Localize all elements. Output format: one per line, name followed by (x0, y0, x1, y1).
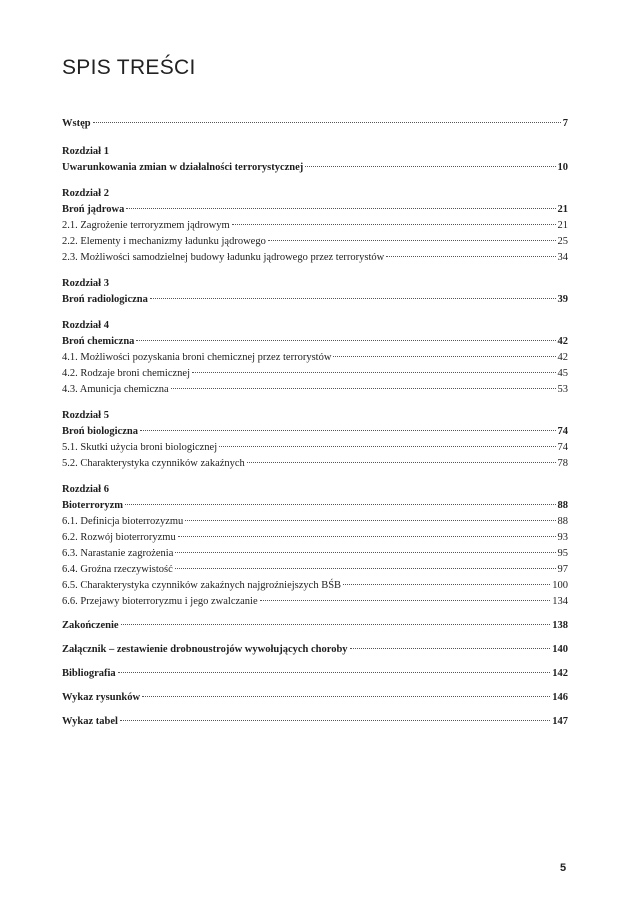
toc-subentry-6-2[interactable] (62, 530, 568, 546)
toc-entry-page: 138 (552, 620, 568, 631)
dot-leader (260, 600, 551, 601)
dot-leader (219, 446, 555, 447)
toc-entry-label: 2.2. Elementy i mechanizmy ładunku jądrowego (62, 236, 266, 247)
toc-subentry-5-2[interactable] (62, 456, 568, 472)
toc-entry-label: Uwarunkowania zmian w działalności terrorystycznej (62, 162, 304, 173)
toc-entry-label: Broń radiologiczna (62, 294, 148, 305)
toc-entry-label: 2.1. Zagrożenie terroryzmem jądrowym (62, 220, 230, 231)
toc-entry-page: 74 (557, 442, 568, 453)
toc-subentry-6-1[interactable] (62, 514, 568, 530)
toc-entry-label: Broń biologiczna (62, 426, 138, 437)
toc-entry-label: 2.3. Możliwości samodzielnej budowy ładunku jądrowego przez terrorystów (62, 252, 385, 263)
toc-subentry-6-4[interactable] (62, 562, 568, 578)
toc-entry-page: 25 (557, 236, 568, 247)
toc-entry-ch6[interactable] (62, 498, 568, 514)
toc-subentry-6-5[interactable] (62, 578, 568, 594)
dot-leader (140, 430, 556, 431)
dot-leader (185, 520, 555, 521)
chapter-heading-3: Rozdział 3 (62, 278, 109, 289)
dot-leader (150, 298, 556, 299)
toc-entry-page: 21 (557, 204, 568, 215)
toc-entry-wykaz-rysunkow[interactable] (62, 690, 568, 706)
toc-entry-label: Broń jądrowa (62, 204, 125, 215)
toc-entry-label: 4.2. Rodzaje broni chemicznej (62, 368, 190, 379)
dot-leader (93, 122, 561, 123)
toc-entry-bibliografia[interactable] (62, 666, 568, 682)
toc-entry-page: 100 (552, 580, 568, 591)
dot-leader (178, 536, 556, 537)
toc-entry-page: 7 (562, 118, 568, 129)
toc-entry-page: 142 (552, 668, 568, 679)
chapter-heading-6: Rozdział 6 (62, 484, 109, 495)
dot-leader (333, 356, 555, 357)
toc-entry-label: 6.4. Groźna rzeczywistość (62, 564, 173, 575)
toc-entry-label: 5.1. Skutki użycia broni biologicznej (62, 442, 218, 453)
toc-entry-page: 95 (557, 548, 568, 559)
toc-entry-page: 74 (557, 426, 568, 437)
toc-entry-label: Wykaz tabel (62, 716, 118, 727)
chapter-heading-2: Rozdział 2 (62, 188, 109, 199)
toc-entry-page: 88 (557, 500, 568, 511)
toc-subentry-6-6[interactable] (62, 594, 568, 610)
toc-entry-label: Wykaz rysunków (62, 692, 141, 703)
toc-entry-ch5[interactable] (62, 424, 568, 440)
toc-subentry-2-3[interactable] (62, 250, 568, 266)
toc-entry-label: 4.3. Amunicja chemiczna (62, 384, 169, 395)
dot-leader (268, 240, 556, 241)
dot-leader (247, 462, 556, 463)
toc-entry-page: 42 (557, 352, 568, 363)
dot-leader (118, 672, 551, 673)
dot-leader (305, 166, 555, 167)
toc-subentry-5-1[interactable] (62, 440, 568, 456)
toc-entry-ch3[interactable] (62, 292, 568, 308)
toc-entry-page: 134 (552, 596, 568, 607)
dot-leader (232, 224, 556, 225)
toc-entry-label: 6.5. Charakterystyka czynników zakaźnych najgroźniejszych BŚB (62, 580, 342, 591)
toc-entry-page: 39 (557, 294, 568, 305)
toc-entry-page: 88 (557, 516, 568, 527)
toc-entry-label: Załącznik – zestawienie drobnoustrojów wywołujących choroby (62, 644, 348, 655)
toc-subentry-4-3[interactable] (62, 382, 568, 398)
chapter-heading-5: Rozdział 5 (62, 410, 109, 421)
chapter-heading-1: Rozdział 1 (62, 146, 109, 157)
toc-entry-label: 6.1. Definicja bioterrozyzmu (62, 516, 184, 527)
toc-entry-label: Broń chemiczna (62, 336, 135, 347)
toc-entry-page: 93 (557, 532, 568, 543)
dot-leader (175, 552, 555, 553)
toc-entry-ch4[interactable] (62, 334, 568, 350)
toc-entry-zakonczenie[interactable] (62, 618, 568, 634)
dot-leader (121, 624, 551, 625)
toc-entry-page: 97 (557, 564, 568, 575)
toc-subentry-4-2[interactable] (62, 366, 568, 382)
toc-entry-label: Wstęp (62, 118, 91, 129)
toc-entry-wykaz-tabel[interactable] (62, 714, 568, 730)
page-title: SPIS TREŚCI (62, 56, 196, 79)
dot-leader (120, 720, 550, 721)
toc-entry-page: 42 (557, 336, 568, 347)
toc-subentry-2-1[interactable] (62, 218, 568, 234)
toc-subentry-6-3[interactable] (62, 546, 568, 562)
toc-entry-page: 45 (557, 368, 568, 379)
dot-leader (126, 208, 555, 209)
toc-entry-ch1[interactable] (62, 160, 568, 176)
chapter-heading-4: Rozdział 4 (62, 320, 109, 331)
toc-entry-label: Zakończenie (62, 620, 119, 631)
toc-subentry-2-2[interactable] (62, 234, 568, 250)
toc-entry-label: 6.3. Narastanie zagrożenia (62, 548, 174, 559)
dot-leader (142, 696, 550, 697)
dot-leader (125, 504, 555, 505)
toc-entry-page: 78 (557, 458, 568, 469)
toc-entry-page: 53 (557, 384, 568, 395)
dot-leader (192, 372, 556, 373)
toc-entry-page: 146 (552, 692, 568, 703)
toc-entry-page: 21 (557, 220, 568, 231)
toc-entry-label: 4.1. Możliwości pozyskania broni chemicznej przez terrorystów (62, 352, 332, 363)
page-number: 5 (560, 862, 567, 874)
toc-entry-ch2[interactable] (62, 202, 568, 218)
toc-entry-wstep[interactable] (62, 116, 568, 132)
toc-entry-page: 140 (552, 644, 568, 655)
toc-entry-label: Bioterroryzm (62, 500, 124, 511)
dot-leader (136, 340, 555, 341)
toc-entry-label: Bibliografia (62, 668, 116, 679)
toc-entry-page: 10 (557, 162, 568, 173)
toc-entry-page: 34 (557, 252, 568, 263)
toc-entry-label: 5.2. Charakterystyka czynników zakaźnych (62, 458, 245, 469)
toc-subentry-4-1[interactable] (62, 350, 568, 366)
toc-entry-zalacznik[interactable] (62, 642, 568, 658)
toc-entry-label: 6.6. Przejawy bioterroryzmu i jego zwalczanie (62, 596, 258, 607)
dot-leader (350, 648, 551, 649)
dot-leader (171, 388, 556, 389)
dot-leader (175, 568, 556, 569)
toc-entry-page: 147 (552, 716, 568, 727)
toc-entry-label: 6.2. Rozwój bioterroryzmu (62, 532, 176, 543)
table-of-contents (62, 116, 568, 730)
dot-leader (386, 256, 555, 257)
dot-leader (343, 584, 550, 585)
